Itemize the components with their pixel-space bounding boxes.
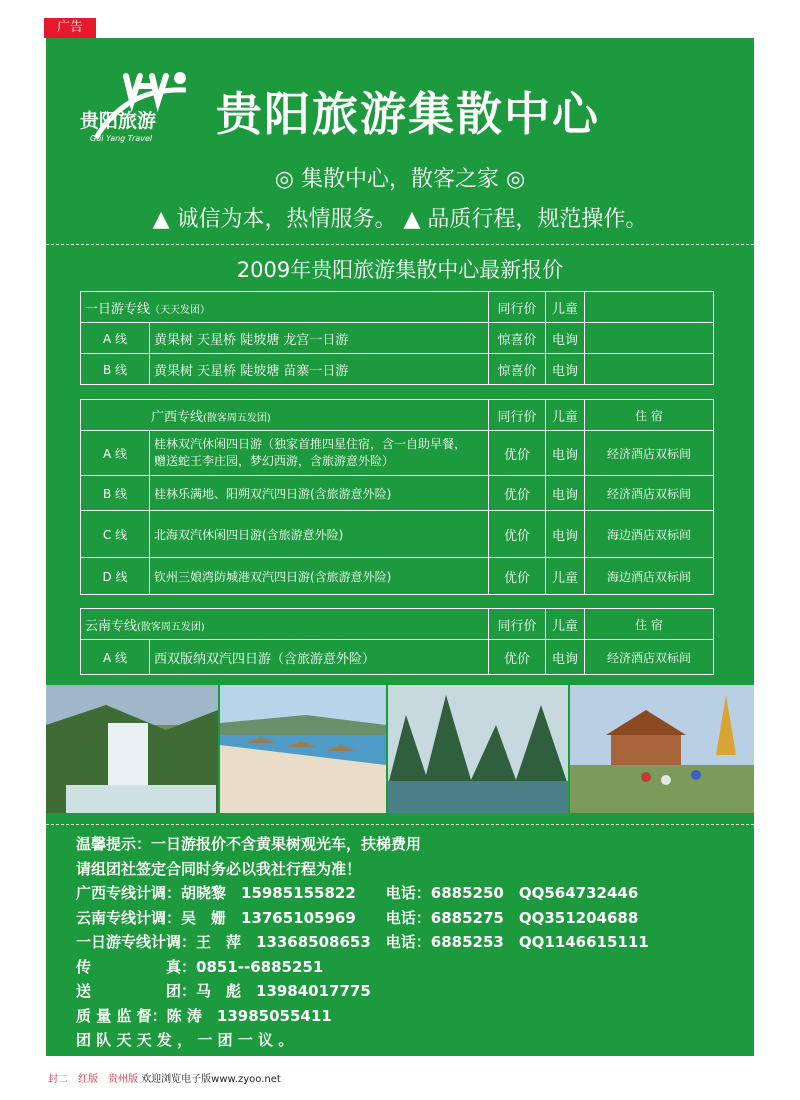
contact-line: 广西专线计调：胡晓黎 15985155822 电话：6885250 QQ564732446 bbox=[76, 884, 639, 902]
table-row: B 线 桂林乐满地、阳朔双汽四日游(含旅游意外险) 优价 电询 经济酒店双标间 bbox=[81, 476, 714, 511]
contact-line: 一日游专线计调：王 萍 13368508653 电话：6885253 QQ1146615111 bbox=[76, 933, 649, 951]
karst-river-photo bbox=[388, 685, 568, 813]
table-row: D 线 钦州三娘湾防城港双汽四日游(含旅游意外险) 优价 儿童 海边酒店双标间 bbox=[81, 558, 714, 595]
yunnan-table bbox=[80, 608, 714, 675]
poster bbox=[46, 38, 754, 1056]
tip-line: 请组团社签定合同时务必以我社行程为准！ bbox=[76, 859, 362, 878]
table-row: A 线 黄果树 天星桥 陡坡塘 龙宫一日游 惊喜价 电询 bbox=[81, 323, 714, 354]
table-header-row: 云南专线(散客周五发团) 同行价 儿童 住 宿 bbox=[81, 609, 714, 640]
ad-label: 广告 bbox=[44, 18, 96, 38]
slogan-primary: ◎ 集散中心，散客之家 ◎ bbox=[274, 167, 526, 192]
logo-text: 贵阳旅游 bbox=[80, 110, 157, 132]
logo-subtitle: Gui Yang Travel bbox=[90, 134, 153, 143]
contact-line: 传 真：0851--6885251 bbox=[76, 957, 324, 976]
contact-info bbox=[76, 832, 649, 1053]
scenery-photos bbox=[46, 685, 754, 813]
edition-label: 封二 红版 贵州版 bbox=[48, 1074, 138, 1085]
beach-photo bbox=[220, 685, 386, 813]
day-trip-table bbox=[80, 291, 714, 385]
table-row: B 线 黄果树 天星桥 陡坡塘 苗寨一日游 惊喜价 电询 bbox=[81, 354, 714, 385]
page-title: 贵阳旅游集散中心 bbox=[216, 87, 600, 141]
slogan-secondary: ▲ 诚信为本，热情服务。 ▲ 品质行程，规范操作。 bbox=[152, 207, 648, 232]
table-row: A 线 桂林双汽休闲四日游（独家首推四星住宿，含一自助早餐， 赠送蛇王李庄园，梦幻西游，含旅游意外险） 优价 电询 经济酒店双标间 bbox=[81, 431, 714, 476]
temple-photo bbox=[570, 685, 754, 813]
tip-line: 温馨提示：一日游报价不含黄果树观光车，扶梯费用 bbox=[76, 835, 422, 853]
guangxi-title: 广西专线(散客周五发团) bbox=[81, 400, 489, 431]
contact-line: 云南专线计调：吴 姗 13765105969 电话：6885275 QQ351204688 bbox=[76, 908, 639, 927]
page-footer bbox=[48, 1070, 281, 1085]
table-row: A 线 西双版纳双汽四日游（含旅游意外险） 优价 电询 经济酒店双标间 bbox=[81, 640, 714, 675]
divider bbox=[46, 824, 754, 825]
day-trip-title: 一日游专线（天天发团） bbox=[81, 292, 489, 323]
table-header-row: 广西专线(散客周五发团) 同行价 儿童 住 宿 bbox=[81, 400, 714, 431]
contact-line: 送 团：马 彪 13984017775 bbox=[76, 982, 371, 1000]
contact-line: 质 量 监 督：陈 涛 13985055411 bbox=[76, 1006, 332, 1025]
table-row: C 线 北海双汽休闲四日游(含旅游意外险) 优价 电询 海边酒店双标间 bbox=[81, 511, 714, 558]
yunnan-title: 云南专线(散客周五发团) bbox=[81, 609, 489, 640]
website-link: 欢迎浏览电子版www.zyoo.net bbox=[141, 1074, 281, 1085]
guangxi-table bbox=[80, 399, 714, 595]
divider bbox=[46, 244, 754, 245]
waterfall-photo bbox=[46, 685, 218, 813]
price-list-title: 2009年贵阳旅游集散中心最新报价 bbox=[236, 258, 564, 282]
table-header-row: 一日游专线（天天发团） 同行价 儿童 bbox=[81, 292, 714, 323]
contact-line: 团 队 天 天 发 ， 一 团 一 议 。 bbox=[76, 1031, 294, 1049]
